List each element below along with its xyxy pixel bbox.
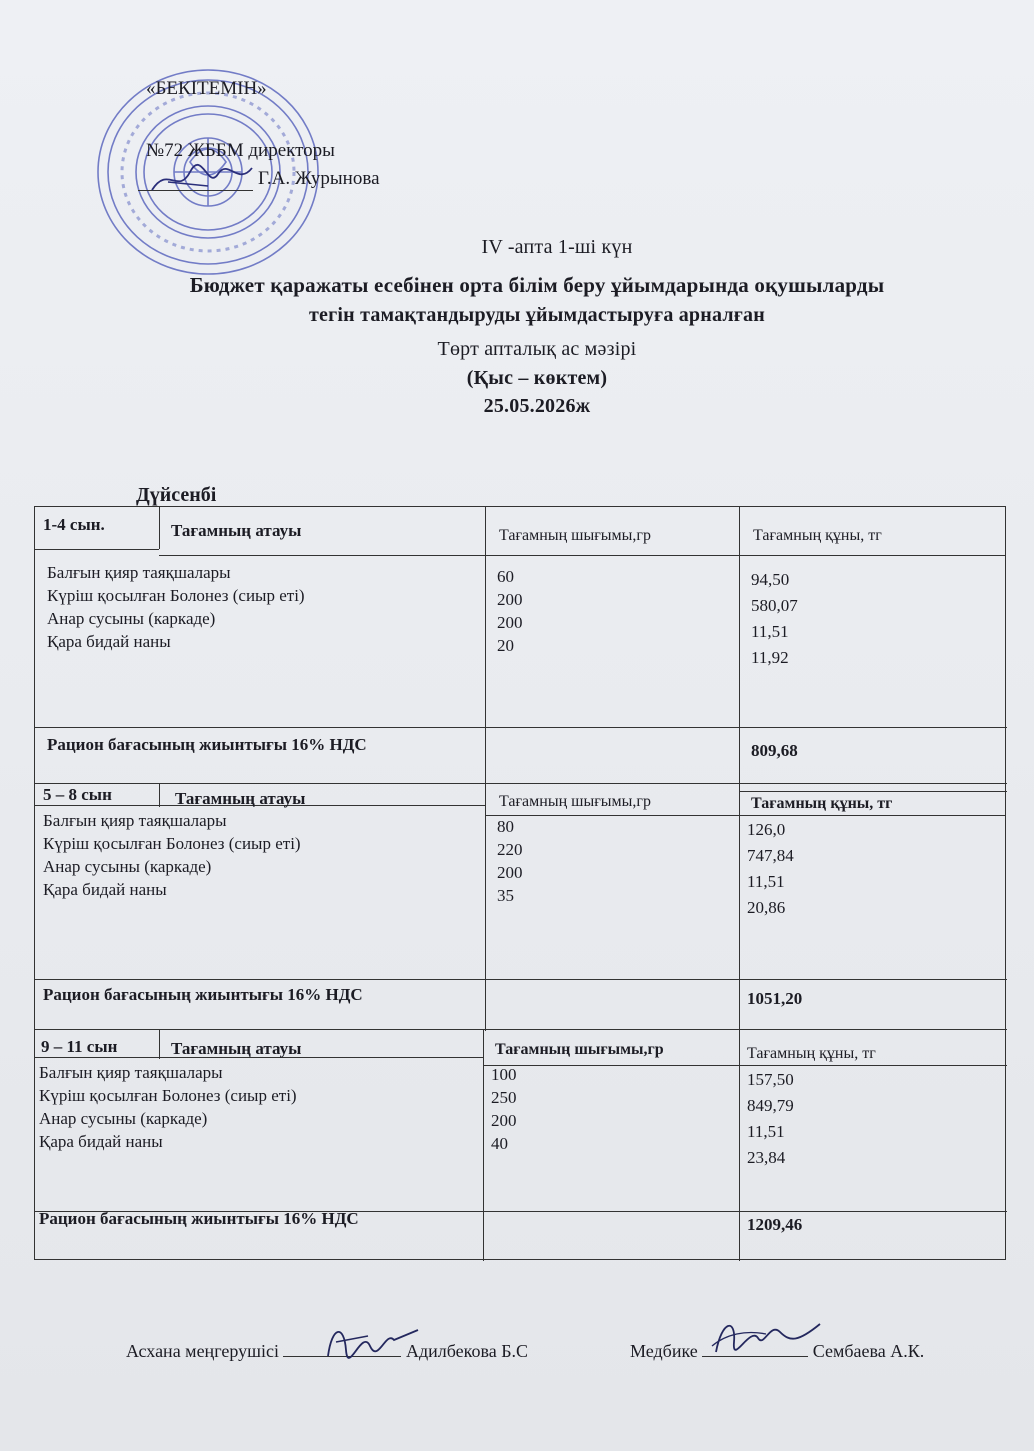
title-line-3: Төрт апталық ас мәзірі [437, 338, 637, 360]
yield-list [497, 565, 523, 657]
price-value: 157,50 [747, 1070, 794, 1089]
total-label: Рацион бағасының жиынтығы 16% НДС [39, 1209, 359, 1228]
list-item: Балғын қияр таяқшалары [43, 811, 227, 830]
price-list [747, 817, 794, 921]
price-value: 11,92 [751, 648, 789, 667]
col-dish-name: Тағамның атауы [175, 789, 306, 808]
price-value: 747,84 [747, 846, 794, 865]
price-value: 20,86 [747, 898, 786, 917]
price-value: 11,51 [751, 622, 789, 641]
dish-list [43, 809, 301, 901]
col-price: Тағамның құны, тг [753, 527, 882, 544]
list-item: Анар сусыны (каркаде) [39, 1109, 208, 1128]
director-signature [148, 160, 258, 200]
col-dish-name: Тағамның атауы [171, 521, 302, 540]
yield-value: 100 [491, 1065, 517, 1084]
list-item: Күріш қосылған Болонез (сиыр еті) [43, 834, 301, 853]
dish-list [47, 561, 305, 653]
yield-value: 200 [497, 613, 523, 632]
total-value: 1209,46 [747, 1215, 803, 1234]
price-value: 23,84 [747, 1148, 786, 1167]
yield-value: 250 [491, 1088, 517, 1107]
yield-list [497, 815, 523, 907]
cook-label: Асхана меңгерушісі [126, 1341, 279, 1361]
col-yield: Тағамның шығымы,гр [499, 793, 651, 810]
yield-list [491, 1063, 517, 1155]
nurse-label: Медбике [630, 1341, 698, 1361]
yield-value: 200 [497, 863, 523, 882]
menu-table [34, 506, 1006, 1260]
total-value: 1051,20 [747, 989, 803, 1008]
yield-value: 200 [491, 1111, 517, 1130]
list-item: Қара бидай наны [39, 1132, 163, 1151]
total-label: Рацион бағасының жиынтығы 16% НДС [43, 985, 363, 1004]
price-value: 94,50 [751, 570, 790, 589]
title-line-2: тегін тамақтандыруды ұйымдастыруға арналған [309, 304, 765, 326]
cook-name: Адилбекова Б.С [405, 1341, 529, 1361]
price-value: 849,79 [747, 1096, 794, 1115]
nurse-name: Сембаева А.К. [812, 1341, 925, 1361]
list-item: Анар сусыны (каркаде) [47, 609, 216, 628]
title-line-1: Бюджет қаражаты есебінен орта білім беру ұйымдарында оқушыларды [189, 273, 885, 297]
yield-value: 80 [497, 817, 514, 836]
yield-value: 20 [497, 636, 514, 655]
yield-value: 200 [497, 590, 523, 609]
season-line: (Қыс – көктем) [466, 367, 608, 389]
approval-role: №72 ЖББМ директоры [146, 140, 335, 161]
group-label: 9 – 11 сын [41, 1037, 118, 1056]
price-value: 11,51 [747, 872, 785, 891]
price-list [751, 567, 798, 671]
col-yield: Тағамның шығымы,гр [499, 527, 651, 544]
yield-value: 60 [497, 567, 514, 586]
approval-name: Г.А. Журынова [258, 168, 380, 189]
list-item: Балғын қияр таяқшалары [47, 563, 231, 582]
group-label: 1-4 сын. [43, 515, 105, 534]
week-day-heading: IV -апта 1-ші күн [481, 236, 633, 258]
list-item: Балғын қияр таяқшалары [39, 1063, 223, 1082]
price-list [747, 1067, 794, 1171]
approval-title: «БЕКІТЕМІН» [146, 78, 267, 99]
total-label: Рацион бағасының жиынтығы 16% НДС [47, 735, 367, 754]
menu-date: 25.05.2026ж [483, 395, 591, 417]
price-value: 126,0 [747, 820, 786, 839]
group-label: 5 – 8 сын [43, 785, 112, 804]
col-price: Тағамның құны, тг [751, 795, 893, 812]
day-of-week: Дүйсенбі [136, 484, 217, 506]
list-item: Қара бидай наны [47, 632, 171, 651]
dish-list [39, 1061, 297, 1153]
yield-value: 220 [497, 840, 523, 859]
yield-value: 35 [497, 886, 514, 905]
price-value: 11,51 [747, 1122, 785, 1141]
col-yield: Тағамның шығымы,гр [495, 1041, 664, 1058]
list-item: Күріш қосылған Болонез (сиыр еті) [47, 586, 305, 605]
nurse-signature [706, 1312, 826, 1362]
col-price: Тағамның құны, тг [747, 1045, 876, 1062]
price-value: 580,07 [751, 596, 798, 615]
list-item: Анар сусыны (каркаде) [43, 857, 212, 876]
cook-signature [322, 1316, 422, 1366]
col-dish-name: Тағамның атауы [171, 1039, 302, 1058]
total-value: 809,68 [751, 741, 798, 760]
list-item: Күріш қосылған Болонез (сиыр еті) [39, 1086, 297, 1105]
list-item: Қара бидай наны [43, 880, 167, 899]
yield-value: 40 [491, 1134, 508, 1153]
